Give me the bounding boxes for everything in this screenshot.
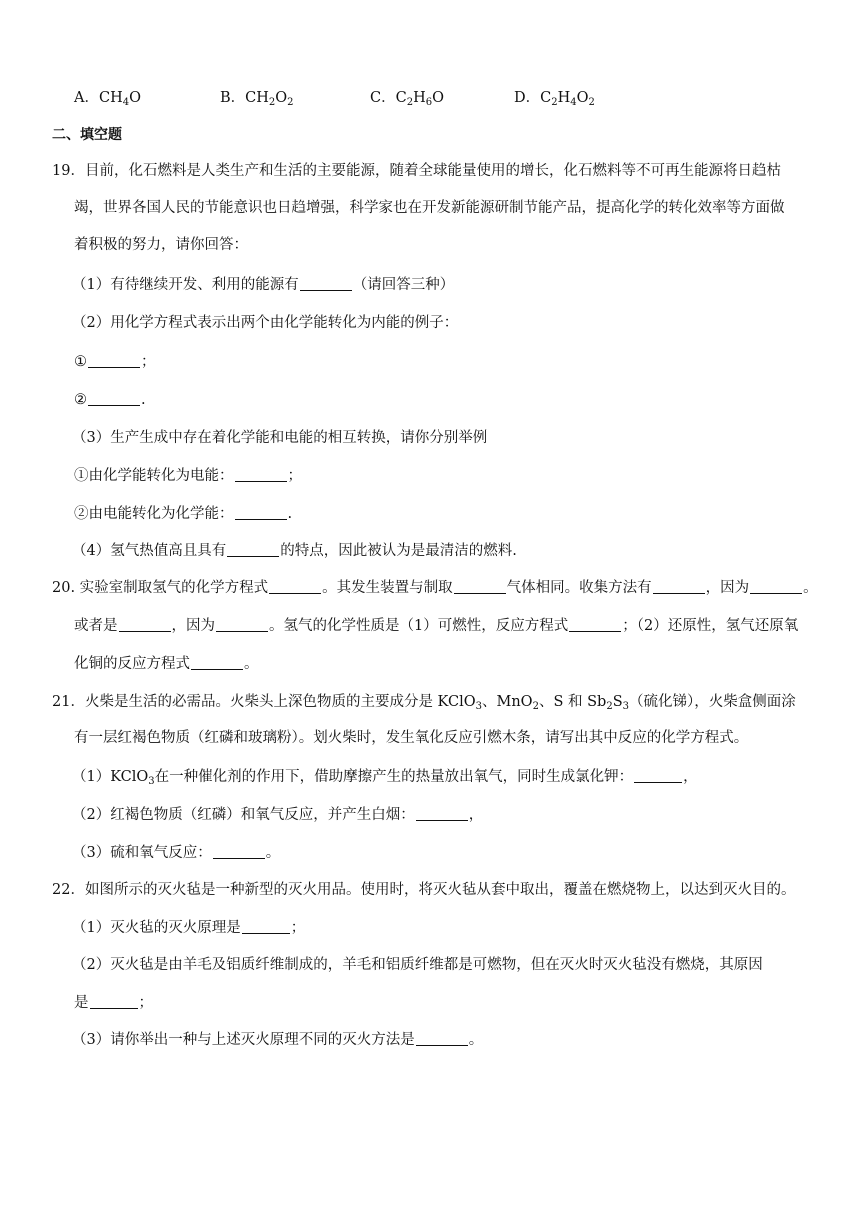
answer-blank[interactable] [416, 1030, 468, 1046]
q20-line3: 化铜的反应方程式 。 [74, 656, 259, 672]
q19-example1: ①由化学能转化为电能： ； [74, 468, 302, 484]
answer-blank[interactable] [269, 578, 321, 594]
q21-line1: 21．火柴是生活的必需品。火柴头上深色物质的主要成分是 KClO$_3$、MnO$_2$、S 和 $Sb_2S_3$（硫化锑），火柴盒侧面涂 [52, 694, 796, 712]
q22-part2-cont: 是 ； [74, 995, 153, 1011]
option-b[interactable]: B．$CH_2O_2$ [220, 90, 294, 108]
q22-line1: 22．如图所示的灭火毡是一种新型的灭火用品。使用时，将灭火毡从套中取出，覆盖在燃烧物上，以达到灭火目的。 [52, 882, 796, 898]
answer-blank[interactable] [235, 466, 287, 482]
q22-part1: （1）灭火毡的灭火原理是 ； [72, 920, 306, 936]
q19-part1: （1）有待继续开发、利用的能源有 （请回答三种） [72, 277, 455, 293]
answer-blank[interactable] [750, 578, 802, 594]
answer-blank[interactable] [416, 805, 468, 821]
q19-example2: ②由电能转化为化学能： . [74, 506, 293, 522]
q19-part2: （2）用化学方程式表示出两个由化学能转化为内能的例子： [72, 315, 459, 331]
answer-blank[interactable] [88, 352, 140, 368]
q19-line1: 19．目前，化石燃料是人类生产和生活的主要能源，随着全球能量使用的增长，化石燃料等不可再生能源将日趋枯 [52, 163, 781, 179]
q22-part2: （2）灭火毡是由羊毛及铝质纤维制成的，羊毛和铝质纤维都是可燃物，但在灭火时灭火毡没有燃烧，其原因 [72, 957, 763, 973]
answer-blank[interactable] [454, 578, 506, 594]
answer-blank[interactable] [227, 541, 279, 557]
q19-eq2: ② . [74, 392, 146, 408]
q21-part1: （1）KClO$_3$在一种催化剂的作用下，借助摩擦产生的热量放出氧气，同时生成氯化钾： ， [72, 769, 698, 787]
q19-line2: 竭，世界各国人民的节能意识也日趋增强，科学家也在开发新能源研制节能产品，提高化学的转化效率等方面做 [74, 200, 785, 216]
answer-blank[interactable] [191, 654, 243, 670]
answer-options [74, 88, 674, 108]
answer-blank[interactable] [300, 275, 352, 291]
answer-blank[interactable] [235, 504, 287, 520]
q19-part4: （4）氢气热值高且具有 的特点，因此被认为是最清洁的燃料. [72, 543, 517, 559]
option-a[interactable]: A．$CH_4O$ [74, 90, 141, 108]
answer-blank[interactable] [653, 578, 705, 594]
answer-blank[interactable] [90, 993, 138, 1009]
q19-part3: （3）生产生成中存在着化学能和电能的相互转换，请你分别举例 [72, 430, 488, 446]
section-title: 二、填空题 [52, 127, 122, 143]
option-c[interactable]: C．$C_2H_6O$ [370, 90, 445, 108]
q20-line1: 20. 实验室制取氢气的化学方程式 。其发生装置与制取 气体相同。收集方法有 ，因为 。 [52, 580, 818, 596]
answer-blank[interactable] [88, 390, 140, 406]
answer-blank[interactable] [569, 616, 621, 632]
answer-blank[interactable] [213, 843, 265, 859]
q20-line2: 或者是 ，因为 。氢气的化学性质是（1）可燃性，反应方程式 ；（2）还原性，氢气还原氧 [74, 618, 799, 634]
q21-part3: （3）硫和氧气反应： 。 [72, 845, 281, 861]
answer-blank[interactable] [634, 767, 682, 783]
answer-blank[interactable] [216, 616, 268, 632]
q19-eq1: ① ； [74, 354, 156, 370]
option-d[interactable]: D．$C_2H_4O_2$ [514, 90, 595, 108]
q19-line3: 着积极的努力，请你回答： [74, 237, 248, 253]
answer-blank[interactable] [242, 918, 290, 934]
q21-part2: （2）红褐色物质（红磷）和氧气反应，并产生白烟： ， [72, 807, 484, 823]
q22-part3: （3）请你举出一种与上述灭火原理不同的灭火方法是 。 [72, 1032, 484, 1048]
answer-blank[interactable] [119, 616, 171, 632]
q21-line2: 有一层红褐色物质（红磷和玻璃粉）。划火柴时，发生氧化反应引燃木条，请写出其中反应的化学方程式。 [74, 730, 749, 746]
